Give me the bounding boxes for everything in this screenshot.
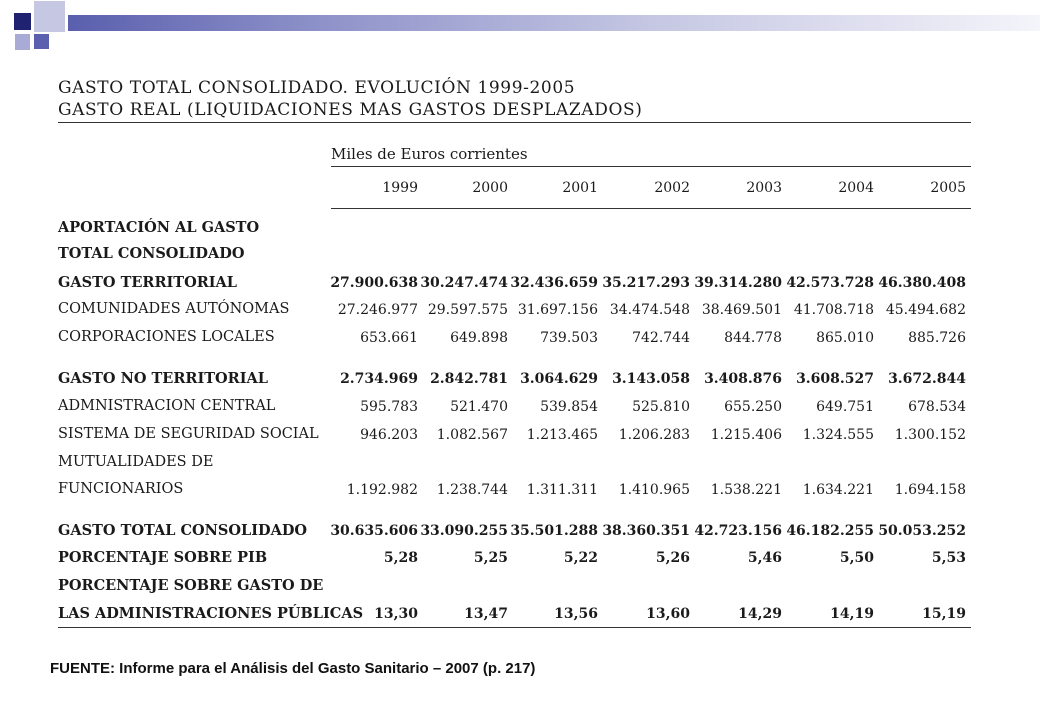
table-cell: 1.311.311 xyxy=(526,482,598,498)
table-cell: 946.203 xyxy=(360,427,418,443)
table-cell: 38.360.351 xyxy=(602,523,690,539)
table-cell: 35.501.288 xyxy=(510,523,598,539)
table-cell: 5,53 xyxy=(931,550,966,566)
table-cell: 14,29 xyxy=(738,606,782,622)
table-cell: 30.247.474 xyxy=(420,275,508,291)
table-cell: 1.215.406 xyxy=(710,427,782,443)
table-cell: 13,30 xyxy=(374,606,418,622)
table-cell: 3.064.629 xyxy=(520,371,598,387)
table-cell: 885.726 xyxy=(908,330,966,346)
row-label: SISTEMA DE SEGURIDAD SOCIAL xyxy=(58,426,319,442)
table-cell: 521.470 xyxy=(450,399,508,415)
table-cell: 1.634.221 xyxy=(802,482,874,498)
table-cell: 27.900.638 xyxy=(330,275,418,291)
table-cell: 3.143.058 xyxy=(612,371,690,387)
year-header-0: 1999 xyxy=(382,180,418,196)
year-header-6: 2005 xyxy=(930,180,966,196)
deco-square-light xyxy=(34,1,65,32)
table-cell: 2.842.781 xyxy=(430,371,508,387)
table-cell: 1.300.152 xyxy=(894,427,966,443)
title-rule xyxy=(58,122,971,123)
table-cell: 38.469.501 xyxy=(701,302,782,318)
table-cell: 1.213.465 xyxy=(526,427,598,443)
deco-square-mid xyxy=(34,34,49,49)
row-label: PORCENTAJE SOBRE GASTO DE xyxy=(58,577,324,594)
table-cell: 15,19 xyxy=(922,606,966,622)
table-cell: 1.324.555 xyxy=(802,427,874,443)
table-cell: 34.474.548 xyxy=(609,302,690,318)
table-cell: 3.608.527 xyxy=(796,371,874,387)
table-cell: 525.810 xyxy=(632,399,690,415)
units-label: Miles de Euros corrientes xyxy=(331,145,528,163)
table-cell: 2.734.969 xyxy=(340,371,418,387)
table-cell: 739.503 xyxy=(540,330,598,346)
table-cell: 14,19 xyxy=(830,606,874,622)
table-cell: 42.573.728 xyxy=(786,275,874,291)
table-cell: 655.250 xyxy=(724,399,782,415)
source-note: FUENTE: Informe para el Análisis del Gasto Sanitario – 2007 (p. 217) xyxy=(50,660,536,677)
table-cell: 5,50 xyxy=(839,550,874,566)
table-cell: 46.380.408 xyxy=(878,275,966,291)
table-cell: 13,56 xyxy=(554,606,598,622)
table-cell: 653.661 xyxy=(360,330,418,346)
bottom-rule xyxy=(58,627,971,628)
table-cell: 678.534 xyxy=(908,399,966,415)
row-label: GASTO NO TERRITORIAL xyxy=(58,370,268,387)
table-subtitle: GASTO REAL (LIQUIDACIONES MAS GASTOS DESPLAZADOS) xyxy=(58,100,643,120)
row-label: LAS ADMINISTRACIONES PÚBLICAS xyxy=(58,605,364,622)
row-label: PORCENTAJE SOBRE PIB xyxy=(58,549,268,566)
deco-gradient-bar xyxy=(68,15,1040,31)
table-cell: 27.246.977 xyxy=(337,302,418,318)
table-cell: 5,28 xyxy=(383,550,418,566)
row-label: CORPORACIONES LOCALES xyxy=(58,329,275,345)
year-header-1: 2000 xyxy=(472,180,508,196)
table-cell: 649.751 xyxy=(816,399,874,415)
table-cell: 41.708.718 xyxy=(793,302,874,318)
table-cell: 30.635.606 xyxy=(330,523,418,539)
table-cell: 29.597.575 xyxy=(427,302,508,318)
units-rule xyxy=(331,166,971,167)
table-cell: 42.723.156 xyxy=(694,523,782,539)
table-cell: 3.408.876 xyxy=(704,371,782,387)
table-cell: 32.436.659 xyxy=(510,275,598,291)
table-cell: 5,22 xyxy=(563,550,598,566)
row-label: APORTACIÓN AL GASTO xyxy=(58,219,260,236)
table-cell: 1.192.982 xyxy=(346,482,418,498)
table-cell: 742.744 xyxy=(632,330,690,346)
row-label: GASTO TOTAL CONSOLIDADO xyxy=(58,522,308,539)
row-label: GASTO TERRITORIAL xyxy=(58,274,237,291)
table-cell: 39.314.280 xyxy=(694,275,782,291)
deco-square-dark xyxy=(14,13,31,30)
table-cell: 1.238.744 xyxy=(436,482,508,498)
table-cell: 5,26 xyxy=(655,550,690,566)
table-title: GASTO TOTAL CONSOLIDADO. EVOLUCIÓN 1999-2005 xyxy=(58,78,576,98)
deco-square-light-2 xyxy=(15,34,30,50)
table-cell: 1.694.158 xyxy=(894,482,966,498)
row-label: TOTAL CONSOLIDADO xyxy=(58,245,245,262)
table-cell: 3.672.844 xyxy=(888,371,966,387)
row-label: MUTUALIDADES DE xyxy=(58,454,214,470)
table-cell: 539.854 xyxy=(540,399,598,415)
row-label: ADMNISTRACION CENTRAL xyxy=(58,398,276,414)
table-cell: 1.410.965 xyxy=(618,482,690,498)
table-cell: 46.182.255 xyxy=(786,523,874,539)
row-label: FUNCIONARIOS xyxy=(58,481,184,497)
table-cell: 13,60 xyxy=(646,606,690,622)
table-cell: 595.783 xyxy=(360,399,418,415)
year-header-3: 2002 xyxy=(654,180,690,196)
year-header-5: 2004 xyxy=(838,180,874,196)
table-cell: 1.206.283 xyxy=(618,427,690,443)
table-cell: 5,46 xyxy=(747,550,782,566)
table-cell: 649.898 xyxy=(450,330,508,346)
table-cell: 50.053.252 xyxy=(878,523,966,539)
header-rule xyxy=(331,208,971,209)
table-cell: 31.697.156 xyxy=(517,302,598,318)
table-cell: 45.494.682 xyxy=(885,302,966,318)
table-cell: 35.217.293 xyxy=(602,275,690,291)
table-cell: 5,25 xyxy=(473,550,508,566)
year-header-4: 2003 xyxy=(746,180,782,196)
table-cell: 33.090.255 xyxy=(420,523,508,539)
table-cell: 865.010 xyxy=(816,330,874,346)
table-cell: 1.538.221 xyxy=(710,482,782,498)
year-header-2: 2001 xyxy=(562,180,598,196)
table-cell: 1.082.567 xyxy=(436,427,508,443)
table-cell: 13,47 xyxy=(464,606,508,622)
row-label: COMUNIDADES AUTÓNOMAS xyxy=(58,301,290,317)
table-cell: 844.778 xyxy=(724,330,782,346)
